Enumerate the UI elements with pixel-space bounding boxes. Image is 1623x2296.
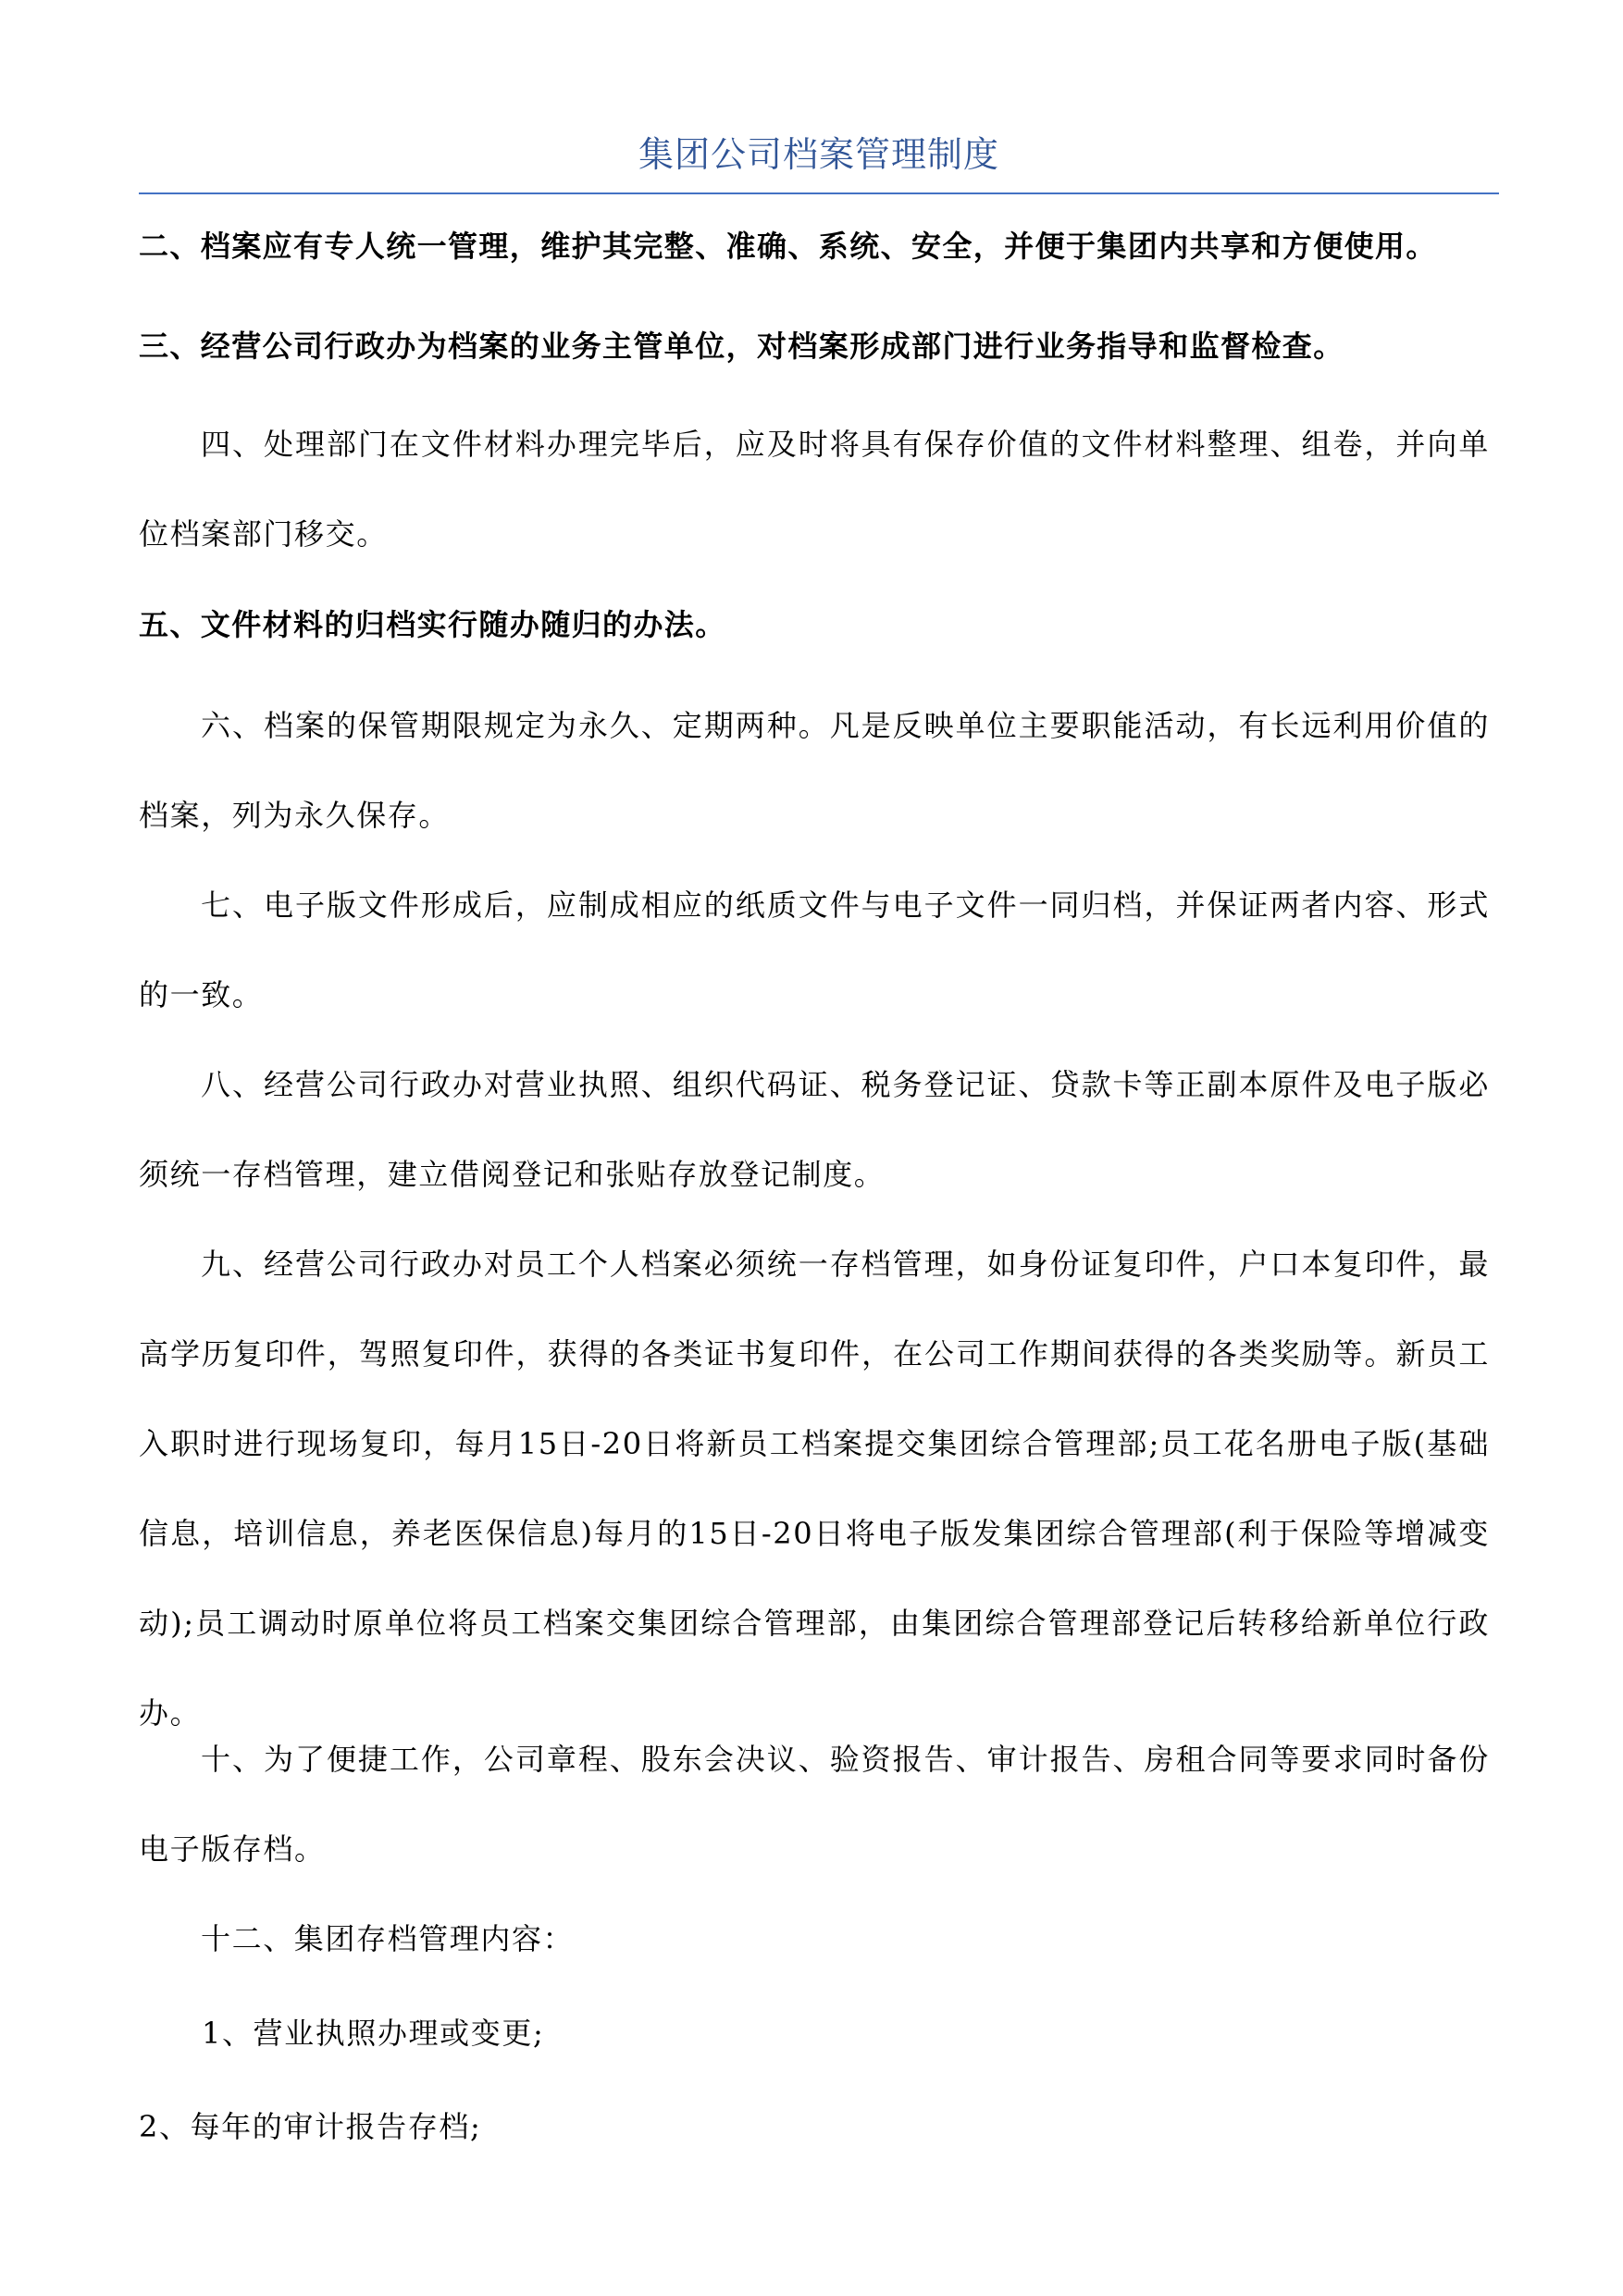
list-item-1: 1、营业执照办理或变更; [202, 2016, 545, 2051]
clause-4: 四、处理部门在文件材料办理完毕后，应及时将具有保存价值的文件材料整理、组卷，并向单位档案部门移交。 [139, 427, 1490, 552]
clause-3: 三、经营公司行政办为档案的业务主管单位，对档案形成部门进行业务指导和监督检查。 [139, 329, 1344, 364]
clause-9: 九、经营公司行政办对员工个人档案必须统一存档管理，如身份证复印件，户口本复印件，最高学历复印件，驾照复印件，获得的各类证书复印件，在公司工作期间获得的各类奖励等。新员工入职时进行现场复印，每月15日-20日将新员工档案提交集团综合管理部;员工花名册电子版(基础信息，培训信息，养老医保信息)每月的15日-20日将电子版发集团综合管理部(利于保险等增减变动);员工调动时原单位将员工档案交集团综合管理部，由集团综合管理部登记后转移给新单位行政办。 [139, 1247, 1490, 1731]
list-item-2: 2、每年的审计报告存档; [139, 2109, 482, 2144]
clause-12: 十二、集团存档管理内容： [201, 1921, 575, 1956]
clause-8: 八、经营公司行政办对营业执照、组织代码证、税务登记证、贷款卡等正副本原件及电子版必须统一存档管理，建立借阅登记和张贴存放登记制度。 [139, 1067, 1490, 1192]
clause-5: 五、文件材料的归档实行随办随归的办法。 [139, 607, 726, 642]
header-divider [139, 192, 1499, 194]
document-title: 集团公司档案管理制度 [638, 134, 999, 175]
clause-10: 十、为了便捷工作，公司章程、股东会决议、验资报告、审计报告、房租合同等要求同时备份电子版存档。 [139, 1742, 1490, 1867]
clause-2: 二、档案应有专人统一管理，维护其完整、准确、系统、安全，并便于集团内共享和方便使用。 [139, 229, 1437, 264]
clause-7: 七、电子版文件形成后，应制成相应的纸质文件与电子文件一同归档，并保证两者内容、形式的一致。 [139, 887, 1490, 1012]
clause-6: 六、档案的保管期限规定为永久、定期两种。凡是反映单位主要职能活动，有长远利用价值的档案，列为永久保存。 [139, 708, 1490, 833]
